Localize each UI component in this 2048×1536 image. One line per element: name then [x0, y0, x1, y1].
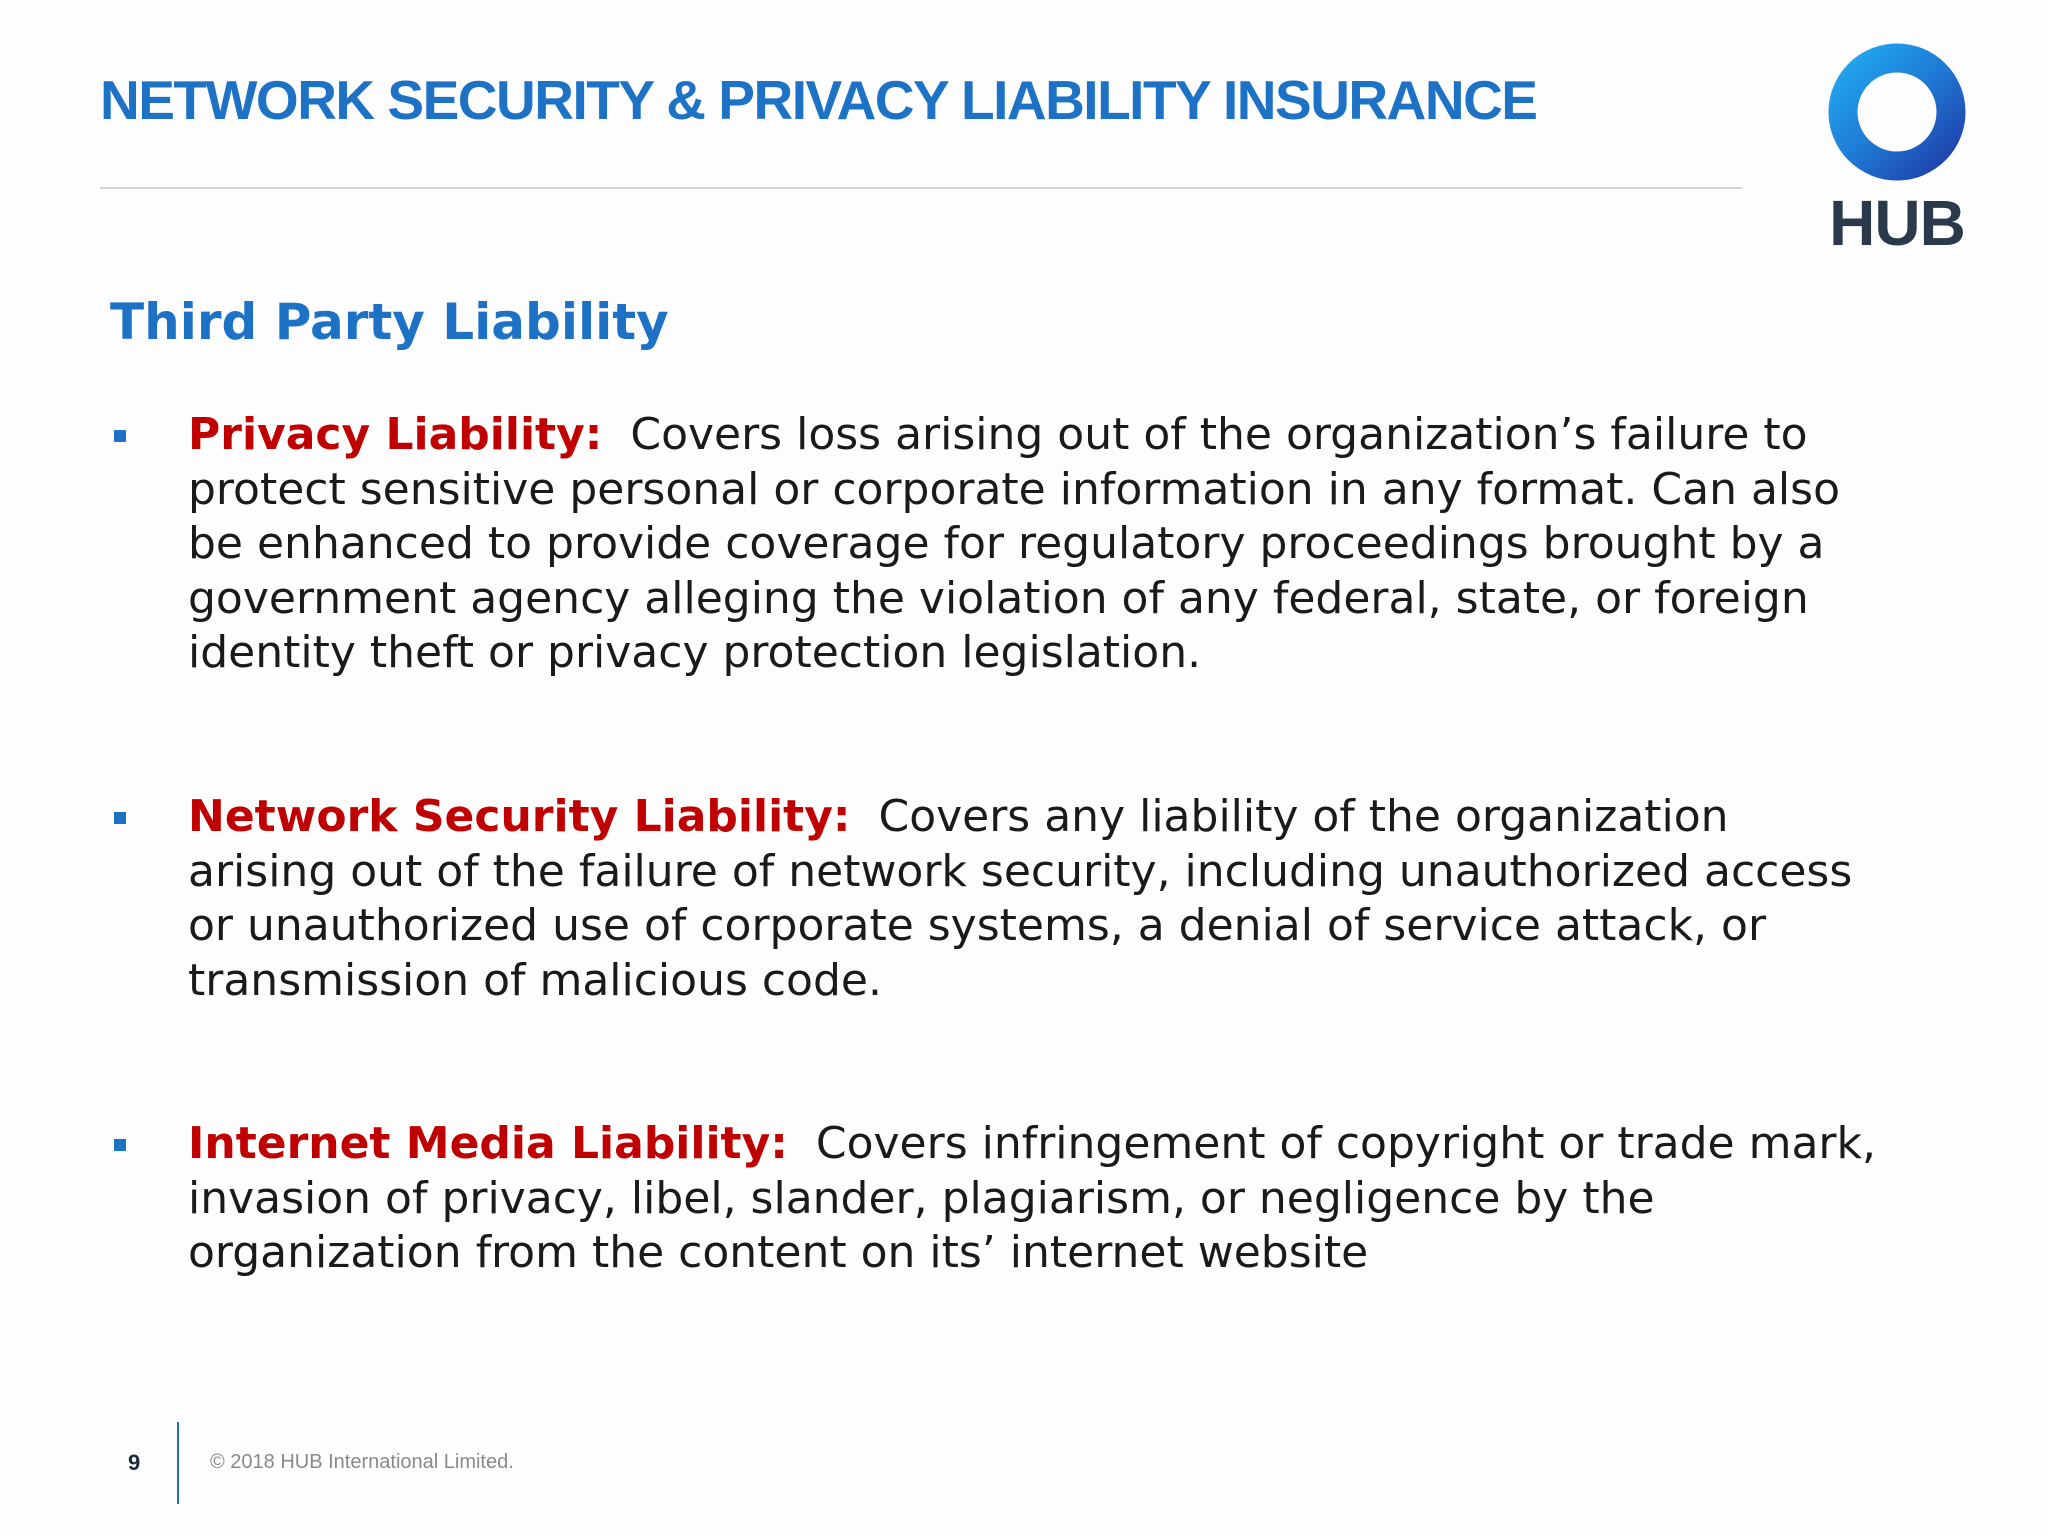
bullet-text — [188, 408, 1888, 681]
bullet-term: Privacy Liability: — [188, 409, 603, 460]
footer-divider — [177, 1422, 179, 1504]
hub-logo — [1822, 40, 1972, 260]
bullet-term: Network Security Liability: — [188, 791, 851, 842]
bullet-description: Covers loss arising out of the organization’s failure to protect sensitive personal or corporate information in any format. Can also be enhanced to provide coverage for regulatory proceedings brought by a government agency alleging the violation of any federal, state, or foreign identity theft or privacy protection legislation. — [188, 409, 1840, 678]
bullet-description: Covers infringement of copyright or trade mark, invasion of privacy, libel, slander, plagiarism, or negligence by the organization from the content on its’ internet website — [188, 1118, 1876, 1278]
square-bullet-icon — [114, 430, 126, 442]
square-bullet-icon — [114, 812, 126, 824]
bullet-text — [188, 790, 1888, 1008]
copyright-notice: © 2018 HUB International Limited. — [210, 1451, 514, 1473]
page-number: 9 — [128, 1450, 141, 1475]
section-heading: Third Party Liability — [110, 293, 669, 351]
square-bullet-icon — [114, 1139, 126, 1151]
bullet-text — [188, 1117, 1888, 1281]
bullet-description: Covers any liability of the organization arising out of the failure of network security, including unauthorized access or unauthorized use of corporate systems, a denial of service attack, or transmission of malicious code. — [188, 791, 1853, 1006]
title-divider — [100, 187, 1742, 189]
slide-title: NETWORK SECURITY & PRIVACY LIABILITY INSURANCE — [100, 69, 1537, 131]
hub-logo-graphic — [1822, 40, 1972, 260]
bullet-term: Internet Media Liability: — [188, 1118, 788, 1169]
hub-ring-icon — [1843, 58, 1951, 166]
hub-logo-text: HUB — [1829, 187, 1965, 259]
